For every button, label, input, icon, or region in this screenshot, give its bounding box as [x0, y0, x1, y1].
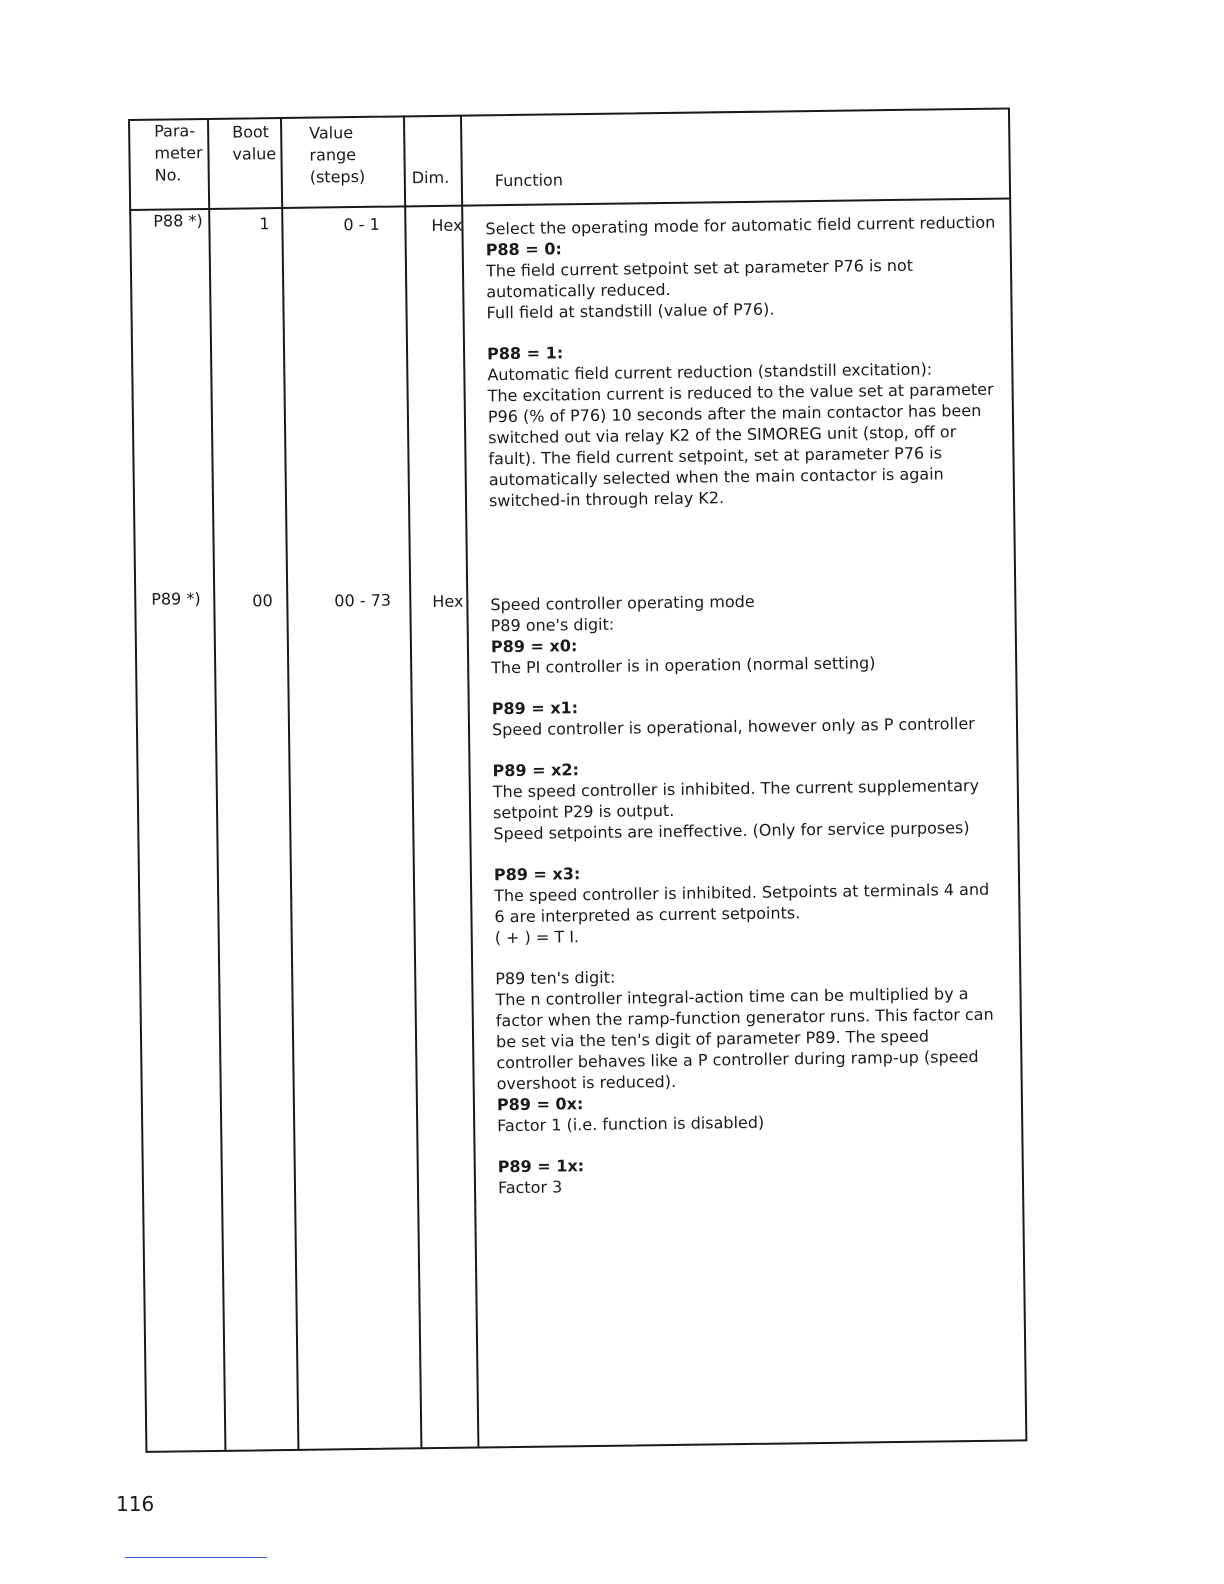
setting-block	[494, 858, 1005, 949]
setting-block	[487, 337, 999, 512]
setting-text: The field current setpoint set at parameter P76 is not automatically reduced.	[485, 255, 914, 302]
footer-rule	[125, 1557, 267, 1558]
dimension: Hex	[432, 591, 464, 612]
setting-block	[492, 754, 1003, 845]
setting-text: Full field at standstill (value of P76).	[486, 299, 775, 323]
digit-heading: P89 one's digit:	[490, 614, 615, 636]
header-boot-value: Boot value	[232, 122, 277, 164]
value-range: 00 - 73	[334, 590, 392, 611]
setting-text: Speed setpoints are ineffective. (Only for service purposes)	[493, 818, 970, 844]
param-number: P89 *)	[151, 589, 201, 609]
header-value-range: Value range (steps)	[309, 123, 366, 187]
setting-text: ( + ) = T I.	[494, 927, 580, 948]
page-number: 116	[116, 1492, 155, 1516]
setting-block	[486, 233, 997, 324]
tens-description: The n controller integral-action time can be multiplied by a factor when the ramp-function generator runs. This factor can be set via the ten's digit of parameter P89. The speed controller behaves like a P controller during ramp-up (speed overshoot is reduced).	[495, 984, 994, 1094]
value-range: 0 - 1	[343, 214, 380, 235]
setting-block	[491, 630, 1002, 679]
header-function: Function	[494, 170, 564, 191]
parameter-table	[128, 107, 1027, 1452]
header-parameter-no: Para- meter No.	[154, 121, 203, 185]
setting-key: P88 = 0:	[485, 239, 562, 260]
setting-text: Speed controller is operational, however only as P controller	[491, 713, 975, 740]
boot-value: 00	[252, 591, 273, 611]
setting-block	[498, 1150, 1009, 1199]
function-description	[490, 588, 1008, 1219]
setting-key: P89 = 1x:	[497, 1156, 585, 1177]
setting-key: P89 = x0:	[490, 636, 578, 657]
digit-heading: P89 ten's digit:	[495, 967, 616, 989]
dimension: Hex	[431, 215, 463, 236]
boot-value: 1	[259, 214, 270, 234]
setting-key: P88 = 1:	[486, 343, 564, 364]
function-intro: Speed controller operating mode	[490, 591, 755, 615]
setting-block	[497, 1088, 1008, 1137]
setting-text: The speed controller is inhibited. Setpoints at terminals 4 and 6 are interpreted as current setpoints.	[494, 879, 990, 927]
setting-text: The excitation current is reduced to the value set at parameter P96 (% of P76) 10 seconds after the main contactor has been switched out via relay K2 of the SIMOREG unit (stop, off or fault). The field current setpoint, set at parameter P76 is automatically selected when the main contactor is again switched-in through relay K2.	[487, 379, 994, 511]
setting-key: P89 = x1:	[491, 698, 579, 719]
function-description	[485, 212, 999, 532]
setting-key: P89 = 0x:	[496, 1094, 584, 1115]
setting-text: The speed controller is inhibited. The current supplementary setpoint P29 is output.	[492, 775, 980, 823]
setting-key: P89 = x3:	[493, 864, 581, 885]
setting-text: Factor 1 (i.e. function is disabled)	[497, 1112, 765, 1136]
setting-text: Factor 3	[497, 1177, 563, 1198]
setting-key: P89 = x2:	[492, 760, 580, 781]
setting-block	[492, 692, 1003, 741]
function-intro: Select the operating mode for automatic field current reduction	[485, 212, 996, 239]
header-dim: Dim.	[411, 167, 450, 188]
param-number: P88 *)	[153, 211, 203, 231]
setting-text: Automatic field current reduction (standstill excitation):	[487, 359, 933, 385]
setting-text: The PI controller is in operation (normal setting)	[491, 653, 876, 678]
